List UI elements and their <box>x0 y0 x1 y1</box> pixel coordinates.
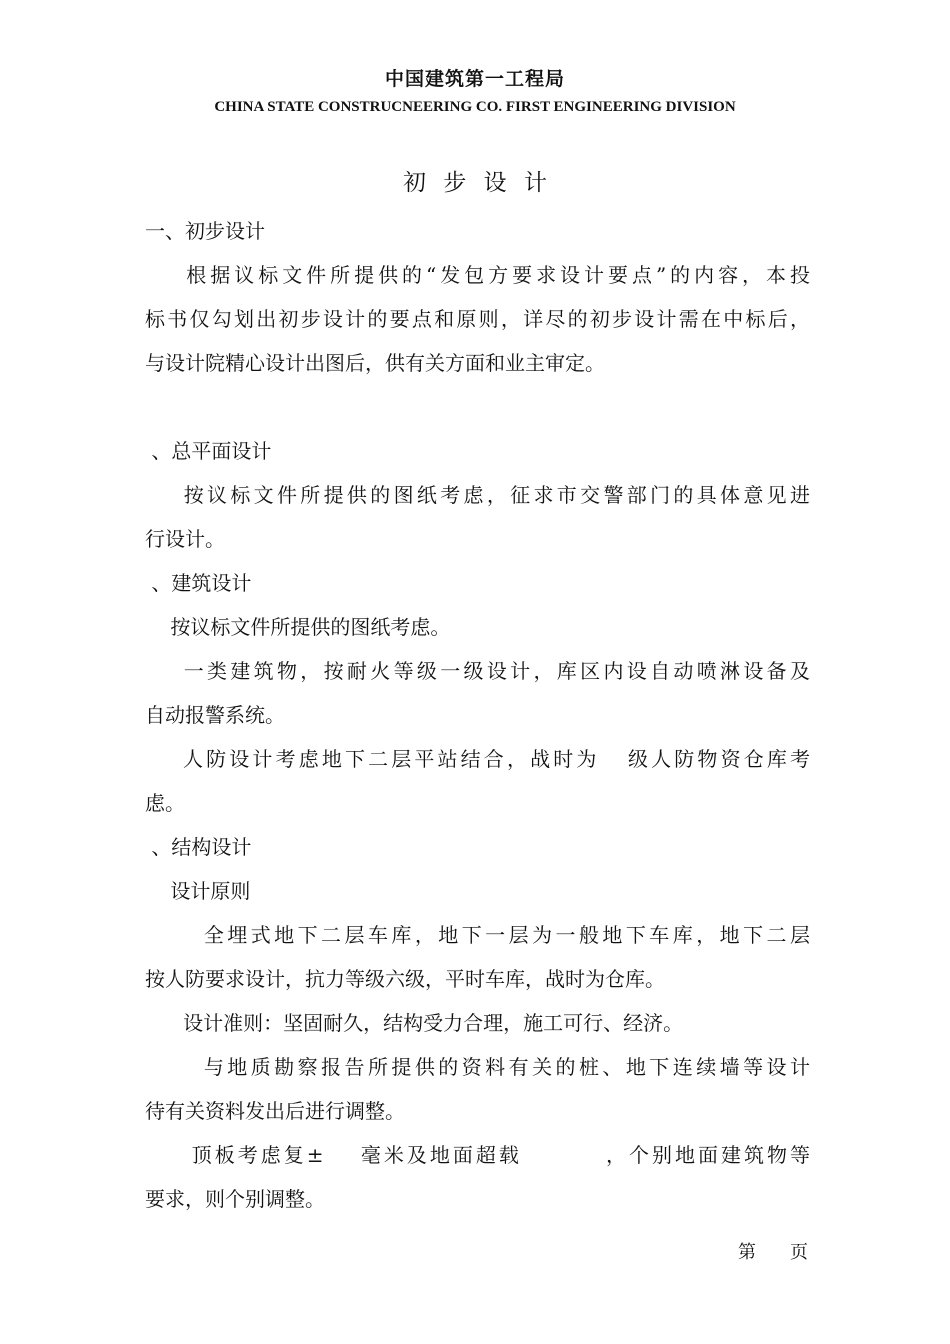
paragraph-line: 全埋式地下二层车库，地下一层为一般地下车库，地下二层 <box>145 923 810 947</box>
paragraph-line: 一类建筑物，按耐火等级一级设计，库区内设自动喷淋设备及 <box>145 659 810 683</box>
paragraph-line: 虑。 <box>145 791 185 815</box>
company-name-cn: 中国建筑第一工程局 <box>384 68 565 90</box>
paragraph-line: 顶板考虑复± 毫米及地面超载 ，个别地面建筑物等 <box>145 1143 810 1167</box>
section-heading-preliminary-design: 一、初步设计 <box>145 219 265 243</box>
paragraph-line: 要求，则个别调整。 <box>145 1187 325 1211</box>
subheading-design-principles: 设计原则 <box>145 879 251 903</box>
document-title: 初 步 设 计 <box>403 170 547 196</box>
paragraph-line: 按议标文件所提供的图纸考虑。 <box>145 615 451 639</box>
section-heading-structure: 、结构设计 <box>145 835 252 859</box>
page-number-footer <box>738 1238 808 1264</box>
paragraph-line: 与设计院精心设计出图后，供有关方面和业主审定。 <box>145 351 605 375</box>
page-prefix: 第 <box>738 1242 756 1263</box>
paragraph-line: 待有关资料发出后进行调整。 <box>145 1099 405 1123</box>
paragraph-line: 行设计。 <box>145 527 225 551</box>
paragraph-line: 自动报警系统。 <box>145 703 285 727</box>
paragraph-line: 按议标文件所提供的图纸考虑，征求市交警部门的具体意见进 <box>145 483 810 507</box>
section-heading-site-plan: 、总平面设计 <box>145 439 272 463</box>
company-name-en: CHINA STATE CONSTRUCNEERING CO. FIRST ENGINEERING DIVISION <box>214 99 736 115</box>
paragraph-line: 根据议标文件所提供的“发包方要求设计要点”的内容，本投 <box>145 263 810 287</box>
paragraph-line: 人防设计考虑地下二层平站结合，战时为 级人防物资仓库考 <box>145 747 810 771</box>
paragraph-line: 与地质勘察报告所提供的资料有关的桩、地下连续墙等设计 <box>145 1055 810 1079</box>
paragraph-line: 按人防要求设计，抗力等级六级，平时车库，战时为仓库。 <box>145 967 665 991</box>
paragraph-line: 设计准则：坚固耐久，结构受力合理，施工可行、经济。 <box>145 1011 684 1035</box>
paragraph-line: 标书仅勾划出初步设计的要点和原则，详尽的初步设计需在中标后， <box>145 307 810 331</box>
section-heading-architecture: 、建筑设计 <box>145 571 252 595</box>
page-suffix: 页 <box>790 1242 808 1263</box>
